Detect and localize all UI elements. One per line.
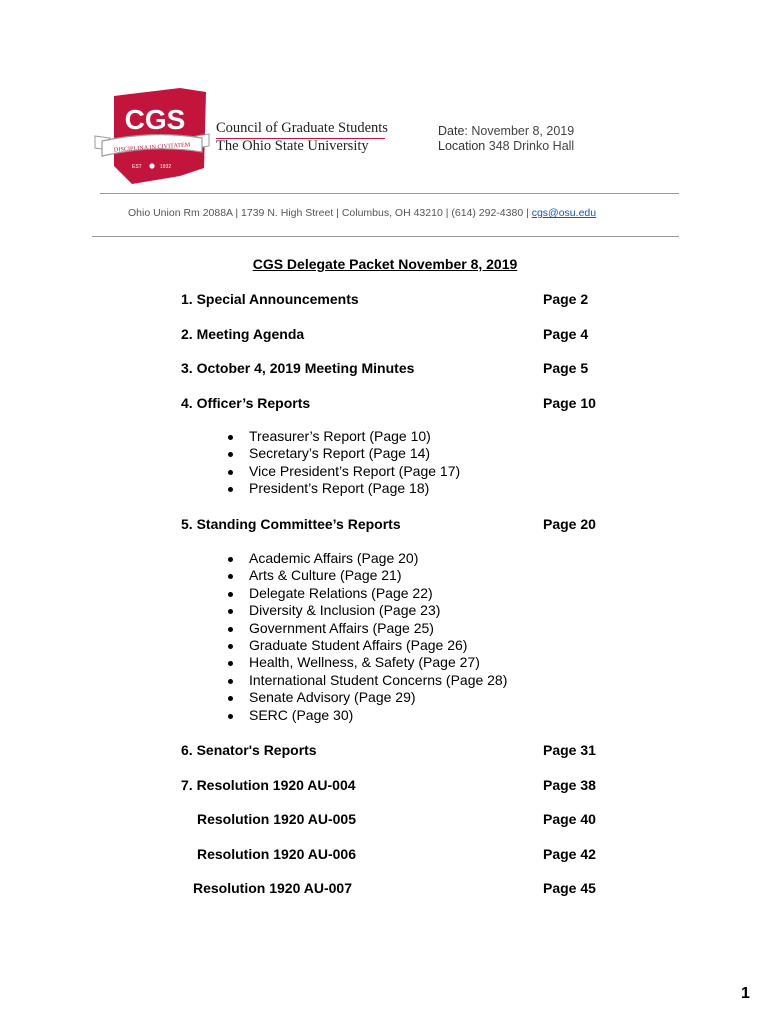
list-item: Vice President’s Report (Page 17) — [226, 463, 460, 480]
section-meeting-agenda: 2. Meeting Agenda — [181, 326, 305, 342]
section-special-announcements: 1. Special Announcements — [181, 291, 359, 307]
list-item: Secretary’s Report (Page 14) — [226, 445, 460, 462]
list-item: Treasurer’s Report (Page 10) — [226, 428, 460, 445]
page-ref: Page 5 — [543, 360, 589, 376]
list-item: Health, Wellness, & Safety (Page 27) — [226, 654, 507, 671]
page-ref: Page 4 — [543, 326, 589, 342]
packet-title: CGS Delegate Packet November 8, 2019 — [252, 256, 518, 272]
page-number: 1 — [741, 985, 750, 1002]
section-resolution-004: 7. Resolution 1920 AU-004 — [181, 777, 356, 793]
logo-acronym: CGS — [124, 104, 186, 135]
university-name: The Ohio State University — [216, 138, 369, 154]
section-resolution-006: Resolution 1920 AU-006 — [197, 846, 356, 862]
list-item: Graduate Student Affairs (Page 26) — [226, 637, 507, 654]
cgs-logo — [92, 86, 212, 186]
section-committee-reports: 5. Standing Committee’s Reports — [181, 516, 401, 532]
date-value: : November 8, 2019 — [464, 124, 575, 138]
list-item: Academic Affairs (Page 20) — [226, 550, 507, 567]
location-value: 348 Drinko Hall — [485, 139, 575, 153]
list-item: International Student Concerns (Page 28) — [226, 672, 507, 689]
list-item: SERC (Page 30) — [226, 707, 507, 724]
contact-line — [128, 207, 596, 219]
meeting-location — [438, 139, 574, 154]
section-meeting-minutes: 3. October 4, 2019 Meeting Minutes — [181, 360, 415, 376]
contact-divider — [92, 236, 679, 237]
logo-motto: DISCIPLINA IN CIVITATEM — [113, 141, 191, 154]
section-resolution-007: Resolution 1920 AU-007 — [193, 880, 352, 896]
org-name: Council of Graduate Students — [216, 120, 388, 136]
list-item: Diversity & Inclusion (Page 23) — [226, 602, 507, 619]
list-item: Arts & Culture (Page 21) — [226, 567, 507, 584]
list-item: Delegate Relations (Page 22) — [226, 585, 507, 602]
list-item: President’s Report (Page 18) — [226, 480, 460, 497]
page-ref: Page 31 — [543, 742, 596, 758]
page-ref: Page 2 — [543, 291, 589, 307]
page-ref: Page 10 — [543, 395, 596, 411]
list-item: Senate Advisory (Page 29) — [226, 689, 507, 706]
section-resolution-005: Resolution 1920 AU-005 — [197, 811, 356, 827]
location-label: Location — [438, 139, 486, 153]
header-divider — [100, 193, 679, 194]
page-ref: Page 42 — [543, 846, 596, 862]
page-ref: Page 45 — [543, 880, 596, 896]
contact-address: Ohio Union Rm 2088A | 1739 N. High Street | Columbus, OH 43210 | (614) 292-4380 | — [128, 207, 532, 219]
date-label: Date — [438, 124, 465, 138]
page-ref: Page 38 — [543, 777, 596, 793]
section-senators-reports: 6. Senator's Reports — [181, 742, 317, 758]
logo-est: EST — [132, 164, 142, 170]
meeting-date — [438, 124, 574, 139]
page-ref: Page 20 — [543, 516, 596, 532]
section-officers-reports: 4. Officer’s Reports — [181, 395, 311, 411]
officer-reports-list — [226, 428, 460, 498]
contact-email-link[interactable]: cgs@osu.edu — [531, 207, 597, 219]
page-ref: Page 40 — [543, 811, 596, 827]
logo-year: 1932 — [160, 164, 172, 170]
list-item: Government Affairs (Page 25) — [226, 620, 507, 637]
committee-reports-list — [226, 550, 507, 724]
